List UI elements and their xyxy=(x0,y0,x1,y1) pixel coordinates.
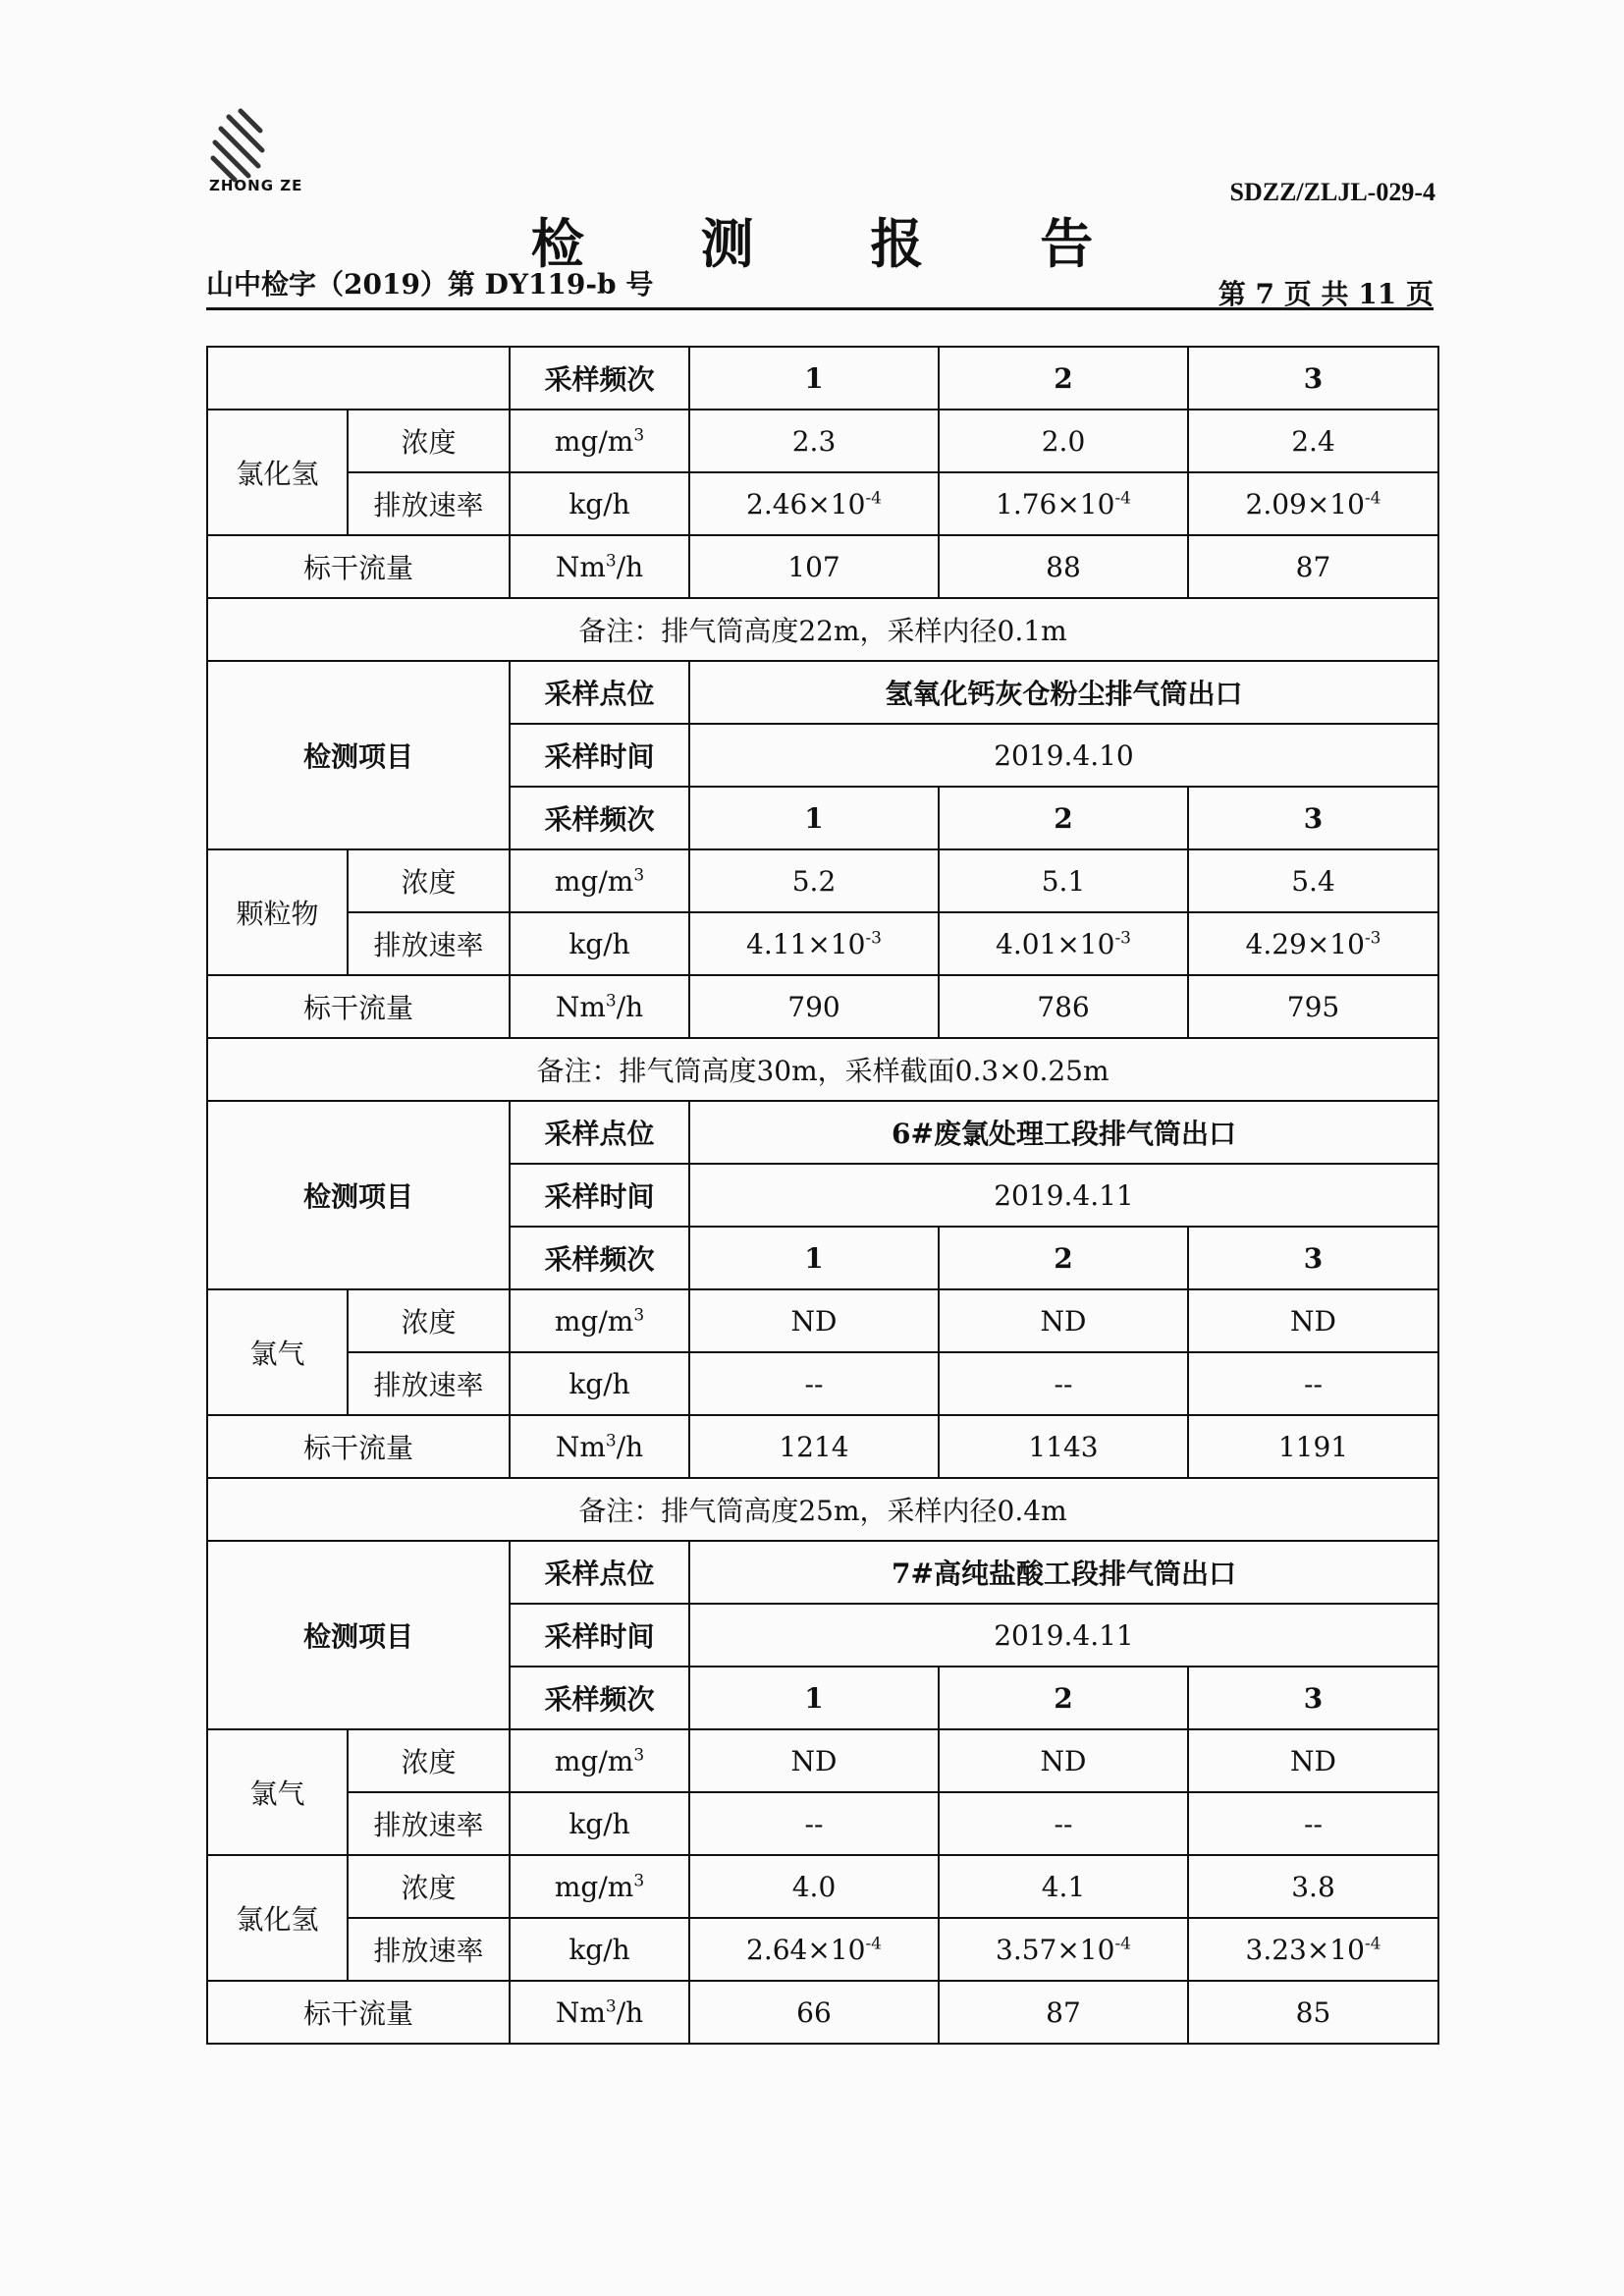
conc-unit: $mg/m^3$ xyxy=(510,410,689,472)
sampling-time: 2019.4.10 xyxy=(689,724,1438,787)
rate-value: $3.57\times 10^{-4}$ xyxy=(939,1918,1188,1981)
flow-unit: Nm$^3$/h xyxy=(510,535,689,598)
conc-unit: $mg/m^3$ xyxy=(510,849,689,912)
rate-unit: kg/h xyxy=(510,1792,689,1855)
conc-value: ND xyxy=(1188,1289,1438,1352)
item-label: 检测项目 xyxy=(207,1541,510,1729)
conc-value: 2.3 xyxy=(689,410,939,472)
freq-col: 3 xyxy=(1188,1667,1438,1729)
sampling-point: 7#高纯盐酸工段排气筒出口 xyxy=(689,1541,1438,1604)
rate-value: -- xyxy=(689,1352,939,1415)
pollutant-name: 氯气 xyxy=(207,1289,348,1415)
document-number: SDZZ/ZLJL-029-4 xyxy=(1229,178,1435,206)
pollutant-name: 颗粒物 xyxy=(207,849,348,975)
conc-value: 5.1 xyxy=(939,849,1188,912)
freq-col: 2 xyxy=(939,787,1188,849)
flow-value: 107 xyxy=(689,535,939,598)
conc-label: 浓度 xyxy=(348,1729,510,1792)
rate-value: -- xyxy=(939,1352,1188,1415)
conc-unit: $mg/m^3$ xyxy=(510,1289,689,1352)
note-text: 备注：排气筒高度30m，采样截面0.3×0.25m xyxy=(207,1038,1438,1101)
rate-unit: kg/h xyxy=(510,1352,689,1415)
conc-value: ND xyxy=(939,1289,1188,1352)
table-row xyxy=(207,975,1438,1038)
point-label: 采样点位 xyxy=(510,661,689,724)
conc-value: ND xyxy=(939,1729,1188,1792)
rate-label: 排放速率 xyxy=(348,1792,510,1855)
table-row xyxy=(207,849,1438,912)
table-row xyxy=(207,410,1438,472)
flow-value: 1143 xyxy=(939,1415,1188,1478)
table-row xyxy=(207,1101,1438,1164)
table-row xyxy=(207,1541,1438,1604)
note-text: 备注：排气筒高度25m，采样内径0.4m xyxy=(207,1478,1438,1541)
conc-value: ND xyxy=(1188,1729,1438,1792)
freq-label: 采样频次 xyxy=(510,347,689,410)
freq-col: 2 xyxy=(939,1667,1188,1729)
rate-value: $4.01\times 10^{-3}$ xyxy=(939,912,1188,975)
pollutant-name: 氯化氢 xyxy=(207,410,348,535)
conc-value: 5.4 xyxy=(1188,849,1438,912)
flow-value: 795 xyxy=(1188,975,1438,1038)
freq-col: 3 xyxy=(1188,1227,1438,1289)
rate-label: 排放速率 xyxy=(348,1352,510,1415)
rate-value: -- xyxy=(939,1792,1188,1855)
report-number: 山中检字（2019）第 DY119-b 号 xyxy=(206,268,654,301)
flow-unit: Nm$^3$/h xyxy=(510,1981,689,2044)
table-row xyxy=(207,1478,1438,1541)
pollutant-name: 氯气 xyxy=(207,1729,348,1855)
table-row xyxy=(207,1352,1438,1415)
rate-value: -- xyxy=(1188,1352,1438,1415)
rate-label: 排放速率 xyxy=(348,912,510,975)
table-row xyxy=(207,1415,1438,1478)
flow-label: 标干流量 xyxy=(207,1981,510,2044)
rate-value: $2.46\times 10^{-4}$ xyxy=(689,472,939,535)
conc-value: ND xyxy=(689,1289,939,1352)
freq-label: 采样频次 xyxy=(510,787,689,849)
rate-value: $2.64\times 10^{-4}$ xyxy=(689,1918,939,1981)
rate-value: $4.29\times 10^{-3}$ xyxy=(1188,912,1438,975)
logo-text: ZHONG ZE xyxy=(209,177,303,194)
item-label: 检测项目 xyxy=(207,661,510,849)
table-row xyxy=(207,1289,1438,1352)
conc-label: 浓度 xyxy=(348,1289,510,1352)
sampling-point: 6#废氯处理工段排气筒出口 xyxy=(689,1101,1438,1164)
flow-value: 85 xyxy=(1188,1981,1438,2044)
rate-unit: kg/h xyxy=(510,472,689,535)
freq-label: 采样频次 xyxy=(510,1227,689,1289)
page-title: 检 测 报 告 xyxy=(530,212,1143,275)
table-row xyxy=(207,661,1438,724)
table-row xyxy=(207,1729,1438,1792)
conc-label: 浓度 xyxy=(348,1855,510,1918)
rate-value: -- xyxy=(1188,1792,1438,1855)
rate-value: $3.23\times 10^{-4}$ xyxy=(1188,1918,1438,1981)
time-label: 采样时间 xyxy=(510,724,689,787)
conc-value: ND xyxy=(689,1729,939,1792)
conc-label: 浓度 xyxy=(348,410,510,472)
flow-value: 786 xyxy=(939,975,1188,1038)
conc-label: 浓度 xyxy=(348,849,510,912)
note-text: 备注：排气筒高度22m，采样内径0.1m xyxy=(207,598,1438,661)
conc-value: 3.8 xyxy=(1188,1855,1438,1918)
rate-value: $1.76\times 10^{-4}$ xyxy=(939,472,1188,535)
header-rule xyxy=(206,307,1434,310)
flow-value: 790 xyxy=(689,975,939,1038)
flow-unit: Nm$^3$/h xyxy=(510,1415,689,1478)
sampling-time: 2019.4.11 xyxy=(689,1164,1438,1227)
table-row xyxy=(207,347,1438,410)
table-row xyxy=(207,1038,1438,1101)
flow-label: 标干流量 xyxy=(207,1415,510,1478)
table-row xyxy=(207,912,1438,975)
table-row xyxy=(207,1918,1438,1981)
flow-value: 1214 xyxy=(689,1415,939,1478)
rate-unit: kg/h xyxy=(510,1918,689,1981)
rate-value: -- xyxy=(689,1792,939,1855)
table-row xyxy=(207,535,1438,598)
conc-value: 4.1 xyxy=(939,1855,1188,1918)
rate-label: 排放速率 xyxy=(348,472,510,535)
time-label: 采样时间 xyxy=(510,1604,689,1667)
table-row xyxy=(207,1981,1438,2044)
conc-unit: $mg/m^3$ xyxy=(510,1855,689,1918)
conc-value: 2.4 xyxy=(1188,410,1438,472)
table-row xyxy=(207,472,1438,535)
flow-value: 88 xyxy=(939,535,1188,598)
results-table xyxy=(206,346,1439,2045)
flow-value: 1191 xyxy=(1188,1415,1438,1478)
time-label: 采样时间 xyxy=(510,1164,689,1227)
freq-col: 3 xyxy=(1188,347,1438,410)
sampling-time: 2019.4.11 xyxy=(689,1604,1438,1667)
conc-value: 2.0 xyxy=(939,410,1188,472)
rate-label: 排放速率 xyxy=(348,1918,510,1981)
freq-col: 2 xyxy=(939,1227,1188,1289)
conc-value: 5.2 xyxy=(689,849,939,912)
table-row xyxy=(207,598,1438,661)
rate-unit: kg/h xyxy=(510,912,689,975)
freq-col: 2 xyxy=(939,347,1188,410)
point-label: 采样点位 xyxy=(510,1101,689,1164)
freq-col: 1 xyxy=(689,787,939,849)
freq-col: 3 xyxy=(1188,787,1438,849)
pollutant-name: 氯化氢 xyxy=(207,1855,348,1981)
blank-cell xyxy=(207,347,510,410)
freq-col: 1 xyxy=(689,1227,939,1289)
rate-value: $4.11\times 10^{-3}$ xyxy=(689,912,939,975)
flow-value: 66 xyxy=(689,1981,939,2044)
flow-label: 标干流量 xyxy=(207,975,510,1038)
freq-label: 采样频次 xyxy=(510,1667,689,1729)
page-info: 第 7 页 共 11 页 xyxy=(1218,278,1434,310)
conc-value: 4.0 xyxy=(689,1855,939,1918)
flow-value: 87 xyxy=(1188,535,1438,598)
flow-label: 标干流量 xyxy=(207,535,510,598)
table-row xyxy=(207,1855,1438,1918)
freq-col: 1 xyxy=(689,1667,939,1729)
rate-value: $2.09\times 10^{-4}$ xyxy=(1188,472,1438,535)
point-label: 采样点位 xyxy=(510,1541,689,1604)
conc-unit: $mg/m^3$ xyxy=(510,1729,689,1792)
flow-value: 87 xyxy=(939,1981,1188,2044)
freq-col: 1 xyxy=(689,347,939,410)
table-row xyxy=(207,1792,1438,1855)
sampling-point: 氢氧化钙灰仓粉尘排气筒出口 xyxy=(689,661,1438,724)
item-label: 检测项目 xyxy=(207,1101,510,1289)
flow-unit: Nm$^3$/h xyxy=(510,975,689,1038)
